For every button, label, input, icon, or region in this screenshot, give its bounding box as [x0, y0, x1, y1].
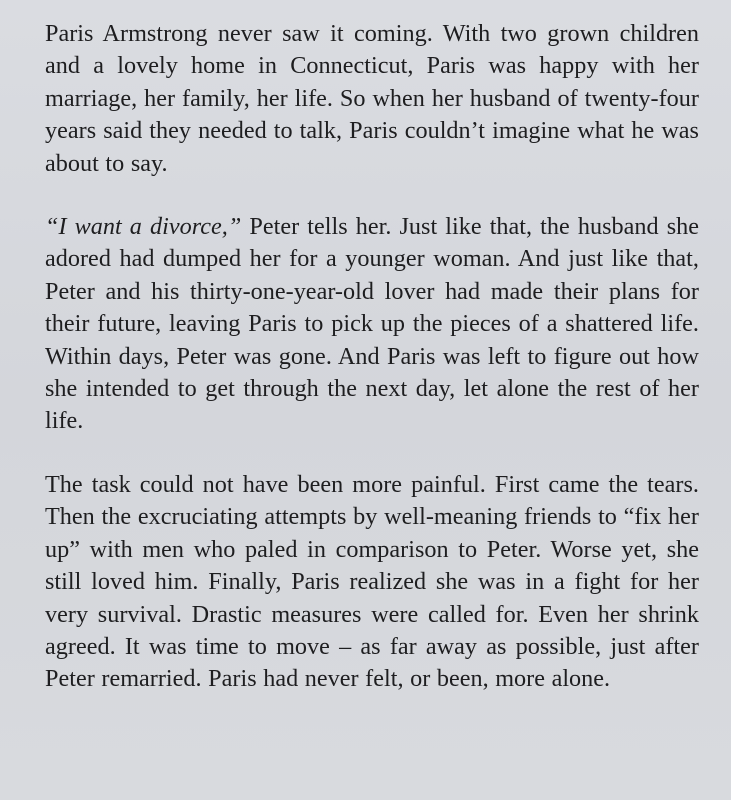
paragraph-2 [45, 211, 699, 438]
paragraph-2-text: Peter tells her. Just like that, the husband she adored had dumped her for a younger woman. And just like that, Peter and his thirty-one-year-old lover had made their plans for their future, leaving Paris to pick up the pieces of a shattered life. Within days, Peter was gone. And Paris was left to figure out how she intended to get through the next day, let alone the rest of her life. [45, 213, 699, 435]
paragraph-3 [45, 469, 699, 696]
quote-i-want-a-divorce: “I want a divorce,” [45, 213, 242, 241]
paragraph-3-text: The task could not have been more painful. First came the tears. Then the excruciating attempts by well-meaning friends to “fix her up” with men who paled in comparison to Peter. Worse yet, she still loved him. Finally, Paris realized she was in a fight for her very survival. Drastic measures were called for. Even her shrink agreed. It was time to move – as far away as possible, just after Peter remarried. Paris had never felt, or been, more alone. [45, 470, 699, 693]
paragraph-1 [45, 18, 699, 180]
paragraph-1-text: Paris Armstrong never saw it coming. With two grown children and a lovely home in Connecticut, Paris was happy with her marriage, her family, her life. So when her husband of twenty-four years said they needed to talk, Paris couldn’t imagine what he was about to say. [45, 20, 699, 177]
